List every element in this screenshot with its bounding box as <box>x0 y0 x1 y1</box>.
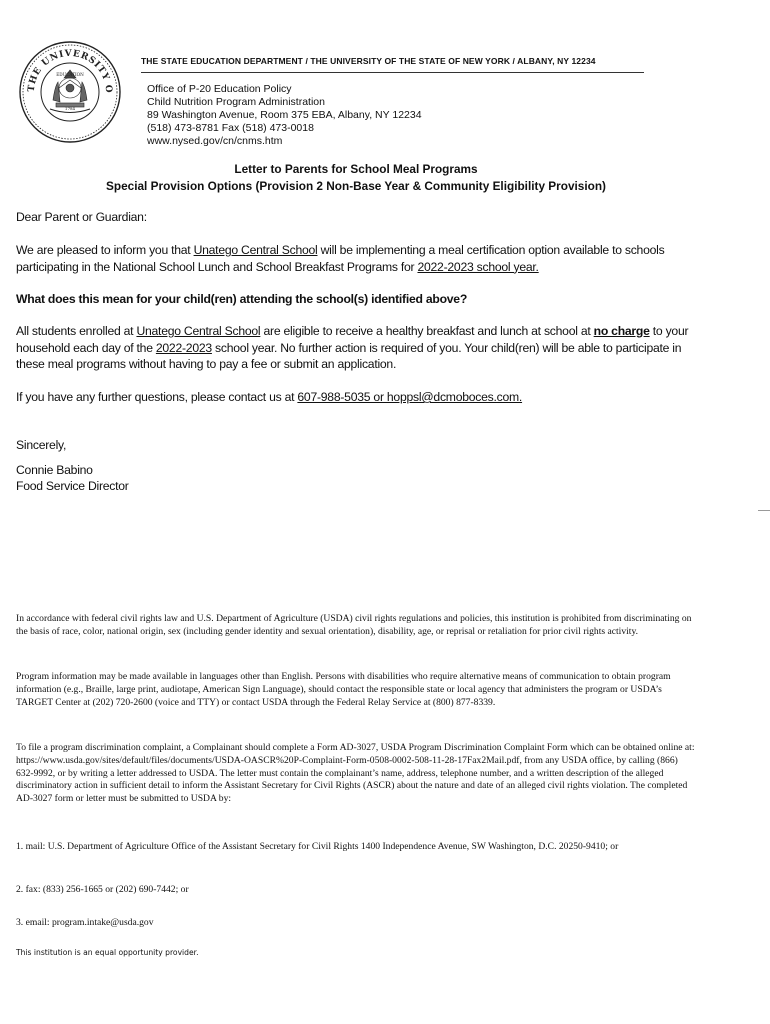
legal-paragraph: In accordance with federal civil rights law and U.S. Department of Agriculture (USDA) civil rights regulations and policies, this institution is prohibited from discriminating on the basis of race, color, national origin, sex (including gender identity and sexual orientation), disability, age, or reprisal or retaliation for prior civil rights activity. <box>16 613 692 637</box>
submission-fax <box>16 884 696 897</box>
school-year: 2022-2023 <box>155 340 212 355</box>
equal-opportunity-footer: This institution is an equal opportunity provider. <box>16 948 199 957</box>
office-street-address: 89 Washington Avenue, Room 375 EBA, Albany, NY 12234 <box>147 109 422 121</box>
signer-name: Connie Babino <box>16 463 93 477</box>
seal-ring-text: THE UNIVERSITY O <box>26 48 114 94</box>
submission-mail <box>16 841 696 854</box>
text-span: school year. No further action is required of you. Your child(ren) will be able to participate in these meal programs without having to pay a fee or submit an application. <box>16 340 682 371</box>
greeting: Dear Parent or Guardian: <box>16 210 147 224</box>
program-information-statement <box>16 671 696 709</box>
school-year: 2022-2023 school year. <box>417 259 539 274</box>
signer-title: Food Service Director <box>16 479 129 493</box>
school-name: Unatego Central School <box>136 324 261 338</box>
paragraph-eligibility <box>16 323 696 373</box>
office-website: www.nysed.gov/cn/cnms.htm <box>147 135 283 147</box>
text-span: We are pleased to inform you that <box>16 243 194 257</box>
letter-subtitle: Special Provision Options (Provision 2 Non-Base Year & Community Eligibility Provision) <box>106 179 606 193</box>
paragraph-announcement <box>16 242 696 275</box>
office-address-block <box>147 83 422 148</box>
office-division: Child Nutrition Program Administration <box>147 96 325 108</box>
legal-paragraph: To file a program discrimination complaint, a Complainant should complete a Form AD-3027, USDA Program Discrimination Complaint Form which can be obtained online at: https://www.usda.gov/sites/default/files/documents/USDA-OASCR%20P-Complaint-Form-0508-0002-508-11-28-17Fax2Mail.pdf, from any USDA office, by calling (866) 632-9992, or by writing a letter addressed to USDA. The letter must contain the complainant’s name, address, telephone number, and a written description of the alleged discriminatory action in sufficient detail to inform the Assistant Secretary for Civil Rights (ASCR) about the nature and date of an alleged civil rights violation. The completed AD-3027 form or letter must be submitted to USDA by: <box>16 742 695 805</box>
no-charge-emphasis: no charge <box>593 324 650 338</box>
letter-title-block <box>0 161 712 195</box>
nondiscrimination-statement <box>16 613 696 639</box>
office-name: Office of P-20 Education Policy <box>147 83 292 95</box>
text-span: will be implementing a meal certification option available to schools participating in the National School Lunch and School Breakfast Programs for <box>16 243 665 274</box>
text-span: are eligible to receive a healthy breakfast and lunch at school at <box>260 324 594 338</box>
closing: Sincerely, <box>16 438 67 452</box>
contact-phone-email[interactable]: 607-988-5035 or hoppsl@dcmoboces.com. <box>297 390 523 404</box>
nys-seal-logo <box>18 40 122 144</box>
legal-paragraph: Program information may be made available in languages other than English. Persons with disabilities who require alternative means of communication to obtain program information (e.g., Braille, large print, audiotape, American Sign Language), should contact the responsible state or local agency that administers the program or USDA’s TARGET Center at (202) 720-2600 (voice and TTY) or contact USDA through the Federal Relay Service at (800) 877-8339. <box>16 671 671 708</box>
margin-mark <box>758 510 770 511</box>
header-divider <box>141 72 644 73</box>
seal-inner-text: EDUCATION <box>56 72 84 77</box>
text-span: All students enrolled at <box>16 324 137 338</box>
department-line: THE STATE EDUCATION DEPARTMENT / THE UNIVERSITY OF THE STATE OF NEW YORK / ALBANY, NY 12234 <box>141 56 596 66</box>
letter-title: Letter to Parents for School Meal Programs <box>234 162 478 176</box>
legal-list-item: 3. email: program.intake@usda.gov <box>16 917 154 928</box>
complaint-instructions <box>16 742 696 806</box>
text-span: to your household each day of the <box>16 324 689 355</box>
school-name: Unatego Central School <box>193 243 318 257</box>
seal-year: 1784 <box>64 106 76 111</box>
text-span: If you have any further questions, please contact us at <box>16 390 298 404</box>
legal-list-item: 1. mail: U.S. Department of Agriculture Office of the Assistant Secretary for Civil Rights 1400 Independence Avenue, SW Washington, D.C. 20250-9410; or <box>16 841 619 852</box>
office-phone-fax: (518) 473-8781 Fax (518) 473-0018 <box>147 122 314 134</box>
legal-list-item: 2. fax: (833) 256-1665 or (202) 690-7442; or <box>16 884 189 895</box>
question-heading: What does this mean for your child(ren) attending the school(s) identified above? <box>16 292 468 306</box>
paragraph-contact <box>16 389 696 406</box>
submission-email <box>16 917 696 930</box>
